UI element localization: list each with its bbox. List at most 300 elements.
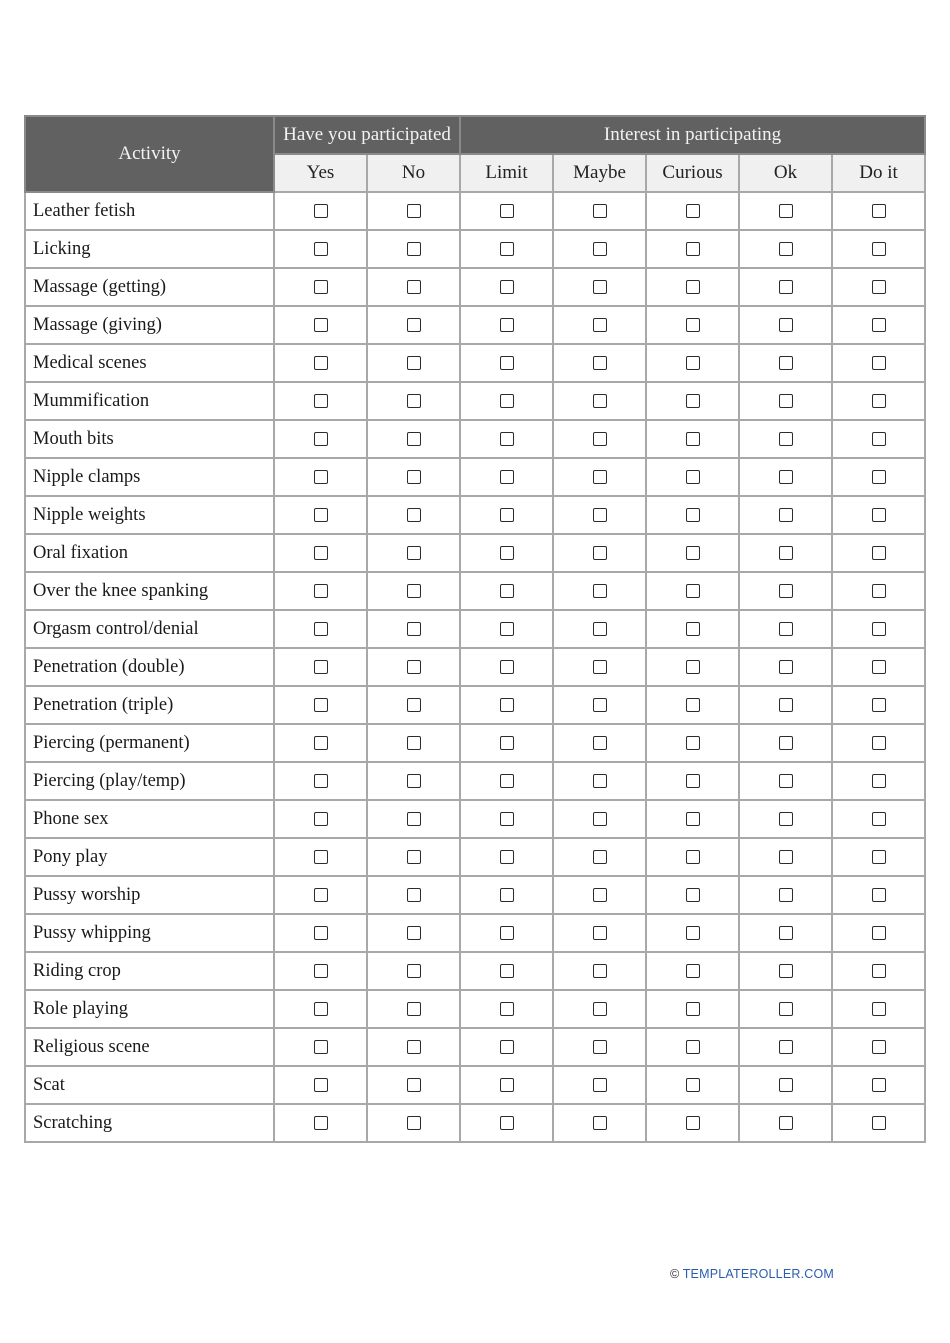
checkbox-do-it[interactable] <box>872 508 886 522</box>
activity-label: Riding crop <box>25 952 274 990</box>
checkbox-curious[interactable] <box>686 660 700 674</box>
checkbox-limit[interactable] <box>500 622 514 636</box>
checkbox-curious[interactable] <box>686 508 700 522</box>
checkbox-curious[interactable] <box>686 584 700 598</box>
checkbox-cell <box>646 534 739 572</box>
checkbox-limit[interactable] <box>500 1002 514 1016</box>
checkbox-maybe[interactable] <box>593 280 607 294</box>
checkbox-maybe[interactable] <box>593 812 607 826</box>
checkbox-curious[interactable] <box>686 280 700 294</box>
checkbox-maybe[interactable] <box>593 850 607 864</box>
checkbox-yes[interactable] <box>314 204 328 218</box>
checkbox-do-it[interactable] <box>872 850 886 864</box>
checkbox-maybe[interactable] <box>593 1040 607 1054</box>
checkbox-curious[interactable] <box>686 1002 700 1016</box>
checkbox-cell <box>460 306 553 344</box>
checkbox-yes[interactable] <box>314 926 328 940</box>
checkbox-maybe[interactable] <box>593 774 607 788</box>
checkbox-cell <box>553 876 646 914</box>
table-row <box>25 610 925 648</box>
checkbox-curious[interactable] <box>686 964 700 978</box>
checkbox-do-it[interactable] <box>872 736 886 750</box>
checkbox-cell <box>832 686 925 724</box>
checkbox-maybe[interactable] <box>593 622 607 636</box>
column-header-do-it: Do it <box>832 154 925 192</box>
checkbox-limit[interactable] <box>500 394 514 408</box>
checkbox-cell <box>739 724 832 762</box>
checkbox-do-it[interactable] <box>872 1116 886 1130</box>
checkbox-limit[interactable] <box>500 850 514 864</box>
checkbox-cell <box>832 762 925 800</box>
checkbox-curious[interactable] <box>686 1116 700 1130</box>
checkbox-ok[interactable] <box>779 698 793 712</box>
checkbox-no[interactable] <box>407 356 421 370</box>
checkbox-no[interactable] <box>407 888 421 902</box>
activity-label: Nipple clamps <box>25 458 274 496</box>
checkbox-do-it[interactable] <box>872 242 886 256</box>
checkbox-cell <box>367 686 460 724</box>
checkbox-cell <box>646 800 739 838</box>
checkbox-do-it[interactable] <box>872 204 886 218</box>
checkbox-yes[interactable] <box>314 584 328 598</box>
checkbox-do-it[interactable] <box>872 1078 886 1092</box>
checkbox-ok[interactable] <box>779 242 793 256</box>
checkbox-maybe[interactable] <box>593 356 607 370</box>
checkbox-cell <box>832 192 925 230</box>
activity-label: Nipple weights <box>25 496 274 534</box>
checkbox-cell <box>553 724 646 762</box>
checkbox-yes[interactable] <box>314 1116 328 1130</box>
activity-label: Massage (getting) <box>25 268 274 306</box>
checkbox-curious[interactable] <box>686 394 700 408</box>
checkbox-cell <box>367 1028 460 1066</box>
checkbox-curious[interactable] <box>686 774 700 788</box>
table-row <box>25 876 925 914</box>
checkbox-ok[interactable] <box>779 926 793 940</box>
checkbox-curious[interactable] <box>686 1040 700 1054</box>
checkbox-cell <box>739 686 832 724</box>
checkbox-cell <box>739 268 832 306</box>
checkbox-cell <box>739 420 832 458</box>
checkbox-ok[interactable] <box>779 204 793 218</box>
checkbox-limit[interactable] <box>500 318 514 332</box>
checkbox-yes[interactable] <box>314 470 328 484</box>
checkbox-maybe[interactable] <box>593 318 607 332</box>
table-row <box>25 306 925 344</box>
checkbox-ok[interactable] <box>779 812 793 826</box>
checkbox-yes[interactable] <box>314 850 328 864</box>
checkbox-cell <box>553 268 646 306</box>
table-row <box>25 268 925 306</box>
column-header-curious: Curious <box>646 154 739 192</box>
checkbox-yes[interactable] <box>314 242 328 256</box>
checkbox-cell <box>832 1104 925 1142</box>
checkbox-yes[interactable] <box>314 1040 328 1054</box>
checkbox-maybe[interactable] <box>593 204 607 218</box>
checkbox-cell <box>739 1066 832 1104</box>
activity-label: Mouth bits <box>25 420 274 458</box>
checkbox-cell <box>274 496 367 534</box>
checkbox-limit[interactable] <box>500 774 514 788</box>
checkbox-ok[interactable] <box>779 774 793 788</box>
checkbox-yes[interactable] <box>314 964 328 978</box>
checkbox-do-it[interactable] <box>872 698 886 712</box>
checkbox-yes[interactable] <box>314 888 328 902</box>
activity-label: Role playing <box>25 990 274 1028</box>
checkbox-cell <box>553 382 646 420</box>
checkbox-limit[interactable] <box>500 242 514 256</box>
checkbox-no[interactable] <box>407 1040 421 1054</box>
checkbox-limit[interactable] <box>500 926 514 940</box>
checkbox-no[interactable] <box>407 470 421 484</box>
activity-label: Pony play <box>25 838 274 876</box>
checkbox-cell <box>274 382 367 420</box>
checkbox-yes[interactable] <box>314 318 328 332</box>
checkbox-curious[interactable] <box>686 926 700 940</box>
checkbox-maybe[interactable] <box>593 1116 607 1130</box>
table-row <box>25 762 925 800</box>
activity-label: Phone sex <box>25 800 274 838</box>
checkbox-maybe[interactable] <box>593 736 607 750</box>
checkbox-ok[interactable] <box>779 318 793 332</box>
checkbox-maybe[interactable] <box>593 698 607 712</box>
checkbox-ok[interactable] <box>779 1040 793 1054</box>
checkbox-cell <box>646 572 739 610</box>
checkbox-curious[interactable] <box>686 698 700 712</box>
checkbox-cell <box>553 1104 646 1142</box>
checkbox-do-it[interactable] <box>872 356 886 370</box>
checkbox-do-it[interactable] <box>872 470 886 484</box>
checkbox-no[interactable] <box>407 1116 421 1130</box>
checkbox-cell <box>274 1104 367 1142</box>
checkbox-cell <box>553 762 646 800</box>
checkbox-cell <box>646 306 739 344</box>
checkbox-cell <box>367 838 460 876</box>
checkbox-ok[interactable] <box>779 660 793 674</box>
checkbox-ok[interactable] <box>779 964 793 978</box>
checkbox-do-it[interactable] <box>872 888 886 902</box>
checkbox-ok[interactable] <box>779 432 793 446</box>
checkbox-ok[interactable] <box>779 1002 793 1016</box>
checkbox-curious[interactable] <box>686 546 700 560</box>
checkbox-cell <box>367 648 460 686</box>
checkbox-no[interactable] <box>407 736 421 750</box>
checkbox-do-it[interactable] <box>872 546 886 560</box>
checkbox-limit[interactable] <box>500 1040 514 1054</box>
checkbox-cell <box>553 952 646 990</box>
checkbox-do-it[interactable] <box>872 432 886 446</box>
checkbox-do-it[interactable] <box>872 394 886 408</box>
checkbox-cell <box>460 952 553 990</box>
checkbox-cell <box>832 648 925 686</box>
checkbox-yes[interactable] <box>314 698 328 712</box>
checkbox-cell <box>646 648 739 686</box>
checkbox-cell <box>460 230 553 268</box>
checkbox-ok[interactable] <box>779 888 793 902</box>
column-header-no: No <box>367 154 460 192</box>
activity-label: Massage (giving) <box>25 306 274 344</box>
checkbox-limit[interactable] <box>500 888 514 902</box>
activity-label: Mummification <box>25 382 274 420</box>
checkbox-curious[interactable] <box>686 318 700 332</box>
checkbox-maybe[interactable] <box>593 394 607 408</box>
checkbox-cell <box>553 990 646 1028</box>
table-row <box>25 230 925 268</box>
checkbox-cell <box>832 382 925 420</box>
checkbox-no[interactable] <box>407 280 421 294</box>
checkbox-maybe[interactable] <box>593 432 607 446</box>
checkbox-no[interactable] <box>407 622 421 636</box>
checkbox-yes[interactable] <box>314 508 328 522</box>
checkbox-cell <box>553 1028 646 1066</box>
checkbox-yes[interactable] <box>314 280 328 294</box>
checkbox-limit[interactable] <box>500 660 514 674</box>
checkbox-cell <box>553 572 646 610</box>
checkbox-limit[interactable] <box>500 470 514 484</box>
checkbox-no[interactable] <box>407 660 421 674</box>
checkbox-do-it[interactable] <box>872 1040 886 1054</box>
checkbox-cell <box>274 458 367 496</box>
checkbox-cell <box>832 610 925 648</box>
checkbox-no[interactable] <box>407 432 421 446</box>
checkbox-maybe[interactable] <box>593 584 607 598</box>
checkbox-curious[interactable] <box>686 470 700 484</box>
checkbox-ok[interactable] <box>779 356 793 370</box>
checkbox-cell <box>460 192 553 230</box>
checkbox-cell <box>460 534 553 572</box>
checkbox-no[interactable] <box>407 964 421 978</box>
checkbox-limit[interactable] <box>500 204 514 218</box>
checkbox-curious[interactable] <box>686 850 700 864</box>
checkbox-limit[interactable] <box>500 1116 514 1130</box>
checkbox-limit[interactable] <box>500 356 514 370</box>
column-header-yes: Yes <box>274 154 367 192</box>
checkbox-do-it[interactable] <box>872 318 886 332</box>
checkbox-maybe[interactable] <box>593 926 607 940</box>
checkbox-no[interactable] <box>407 546 421 560</box>
checkbox-limit[interactable] <box>500 1078 514 1092</box>
checkbox-limit[interactable] <box>500 280 514 294</box>
checkbox-cell <box>367 800 460 838</box>
checkbox-ok[interactable] <box>779 546 793 560</box>
checkbox-cell <box>832 1066 925 1104</box>
activity-label: Penetration (triple) <box>25 686 274 724</box>
checkbox-curious[interactable] <box>686 432 700 446</box>
checkbox-ok[interactable] <box>779 850 793 864</box>
checkbox-do-it[interactable] <box>872 1002 886 1016</box>
checkbox-cell <box>553 1066 646 1104</box>
checkbox-yes[interactable] <box>314 736 328 750</box>
checkbox-cell <box>646 420 739 458</box>
checkbox-maybe[interactable] <box>593 242 607 256</box>
checkbox-cell <box>460 1028 553 1066</box>
checkbox-cell <box>274 344 367 382</box>
activity-label: Religious scene <box>25 1028 274 1066</box>
checkbox-no[interactable] <box>407 508 421 522</box>
checkbox-cell <box>367 1104 460 1142</box>
checkbox-cell <box>367 1066 460 1104</box>
activity-label: Scratching <box>25 1104 274 1142</box>
checkbox-cell <box>274 1028 367 1066</box>
checkbox-do-it[interactable] <box>872 622 886 636</box>
column-header-limit: Limit <box>460 154 553 192</box>
checkbox-no[interactable] <box>407 242 421 256</box>
activity-label: Medical scenes <box>25 344 274 382</box>
checkbox-curious[interactable] <box>686 1078 700 1092</box>
checkbox-ok[interactable] <box>779 1078 793 1092</box>
checkbox-ok[interactable] <box>779 508 793 522</box>
checkbox-ok[interactable] <box>779 584 793 598</box>
activity-label: Penetration (double) <box>25 648 274 686</box>
checkbox-cell <box>553 230 646 268</box>
checkbox-limit[interactable] <box>500 584 514 598</box>
checkbox-cell <box>367 724 460 762</box>
checkbox-yes[interactable] <box>314 394 328 408</box>
checkbox-ok[interactable] <box>779 470 793 484</box>
checkbox-cell <box>367 268 460 306</box>
checkbox-cell <box>367 952 460 990</box>
checkbox-no[interactable] <box>407 926 421 940</box>
checkbox-maybe[interactable] <box>593 660 607 674</box>
checkbox-cell <box>739 192 832 230</box>
checkbox-limit[interactable] <box>500 736 514 750</box>
checkbox-do-it[interactable] <box>872 660 886 674</box>
checkbox-do-it[interactable] <box>872 926 886 940</box>
checkbox-yes[interactable] <box>314 432 328 446</box>
copyright-symbol: © <box>670 1267 680 1281</box>
checkbox-no[interactable] <box>407 584 421 598</box>
checkbox-no[interactable] <box>407 204 421 218</box>
checkbox-do-it[interactable] <box>872 280 886 294</box>
checkbox-cell <box>553 686 646 724</box>
checkbox-ok[interactable] <box>779 280 793 294</box>
checkbox-limit[interactable] <box>500 698 514 712</box>
checkbox-cell <box>646 762 739 800</box>
checkbox-cell <box>832 800 925 838</box>
table-row <box>25 572 925 610</box>
checkbox-cell <box>553 458 646 496</box>
checkbox-limit[interactable] <box>500 546 514 560</box>
checkbox-maybe[interactable] <box>593 546 607 560</box>
checkbox-cell <box>274 306 367 344</box>
checkbox-cell <box>274 762 367 800</box>
table-row <box>25 1066 925 1104</box>
checkbox-curious[interactable] <box>686 622 700 636</box>
checkbox-cell <box>367 496 460 534</box>
checkbox-cell <box>274 268 367 306</box>
checkbox-no[interactable] <box>407 698 421 712</box>
checkbox-yes[interactable] <box>314 622 328 636</box>
checkbox-cell <box>274 230 367 268</box>
checkbox-cell <box>832 572 925 610</box>
checkbox-curious[interactable] <box>686 356 700 370</box>
checkbox-cell <box>739 610 832 648</box>
checkbox-cell <box>460 648 553 686</box>
checkbox-cell <box>832 306 925 344</box>
checkbox-cell <box>739 496 832 534</box>
checkbox-yes[interactable] <box>314 812 328 826</box>
checkbox-cell <box>739 382 832 420</box>
checkbox-limit[interactable] <box>500 432 514 446</box>
checkbox-maybe[interactable] <box>593 470 607 484</box>
checkbox-maybe[interactable] <box>593 1002 607 1016</box>
checkbox-cell <box>367 914 460 952</box>
table-row <box>25 420 925 458</box>
table-row <box>25 838 925 876</box>
checkbox-no[interactable] <box>407 394 421 408</box>
table-row <box>25 724 925 762</box>
checkbox-yes[interactable] <box>314 546 328 560</box>
checkbox-curious[interactable] <box>686 736 700 750</box>
checkbox-curious[interactable] <box>686 242 700 256</box>
checkbox-cell <box>832 914 925 952</box>
column-header-maybe: Maybe <box>553 154 646 192</box>
checkbox-cell <box>553 534 646 572</box>
checkbox-yes[interactable] <box>314 1078 328 1092</box>
checkbox-ok[interactable] <box>779 736 793 750</box>
table-row <box>25 192 925 230</box>
checkbox-ok[interactable] <box>779 1116 793 1130</box>
checkbox-ok[interactable] <box>779 622 793 636</box>
checkbox-do-it[interactable] <box>872 584 886 598</box>
checkbox-ok[interactable] <box>779 394 793 408</box>
checkbox-cell <box>367 306 460 344</box>
checkbox-no[interactable] <box>407 1002 421 1016</box>
table-row <box>25 1028 925 1066</box>
checkbox-cell <box>646 952 739 990</box>
checkbox-curious[interactable] <box>686 204 700 218</box>
activity-label: Pussy worship <box>25 876 274 914</box>
checkbox-cell <box>739 458 832 496</box>
checkbox-maybe[interactable] <box>593 964 607 978</box>
checkbox-maybe[interactable] <box>593 888 607 902</box>
checkbox-curious[interactable] <box>686 812 700 826</box>
activity-label: Orgasm control/denial <box>25 610 274 648</box>
checkbox-cell <box>739 990 832 1028</box>
checkbox-do-it[interactable] <box>872 774 886 788</box>
checkbox-cell <box>367 610 460 648</box>
table-row <box>25 1104 925 1142</box>
checkbox-cell <box>460 420 553 458</box>
checkbox-yes[interactable] <box>314 356 328 370</box>
checkbox-no[interactable] <box>407 850 421 864</box>
checkbox-cell <box>832 230 925 268</box>
activity-column-header: Activity <box>25 116 274 192</box>
checkbox-cell <box>274 876 367 914</box>
checkbox-no[interactable] <box>407 318 421 332</box>
checkbox-maybe[interactable] <box>593 508 607 522</box>
checkbox-limit[interactable] <box>500 964 514 978</box>
activity-label: Over the knee spanking <box>25 572 274 610</box>
checkbox-no[interactable] <box>407 774 421 788</box>
checkbox-no[interactable] <box>407 812 421 826</box>
checkbox-cell <box>367 458 460 496</box>
checkbox-limit[interactable] <box>500 812 514 826</box>
checkbox-cell <box>460 990 553 1028</box>
checkbox-do-it[interactable] <box>872 964 886 978</box>
checkbox-no[interactable] <box>407 1078 421 1092</box>
checkbox-do-it[interactable] <box>872 812 886 826</box>
checkbox-yes[interactable] <box>314 774 328 788</box>
templateroller-link[interactable]: TEMPLATEROLLER.COM <box>682 1267 835 1281</box>
table-row <box>25 990 925 1028</box>
checkbox-cell <box>274 724 367 762</box>
checkbox-yes[interactable] <box>314 1002 328 1016</box>
checkbox-maybe[interactable] <box>593 1078 607 1092</box>
checkbox-curious[interactable] <box>686 888 700 902</box>
checkbox-yes[interactable] <box>314 660 328 674</box>
checkbox-limit[interactable] <box>500 508 514 522</box>
